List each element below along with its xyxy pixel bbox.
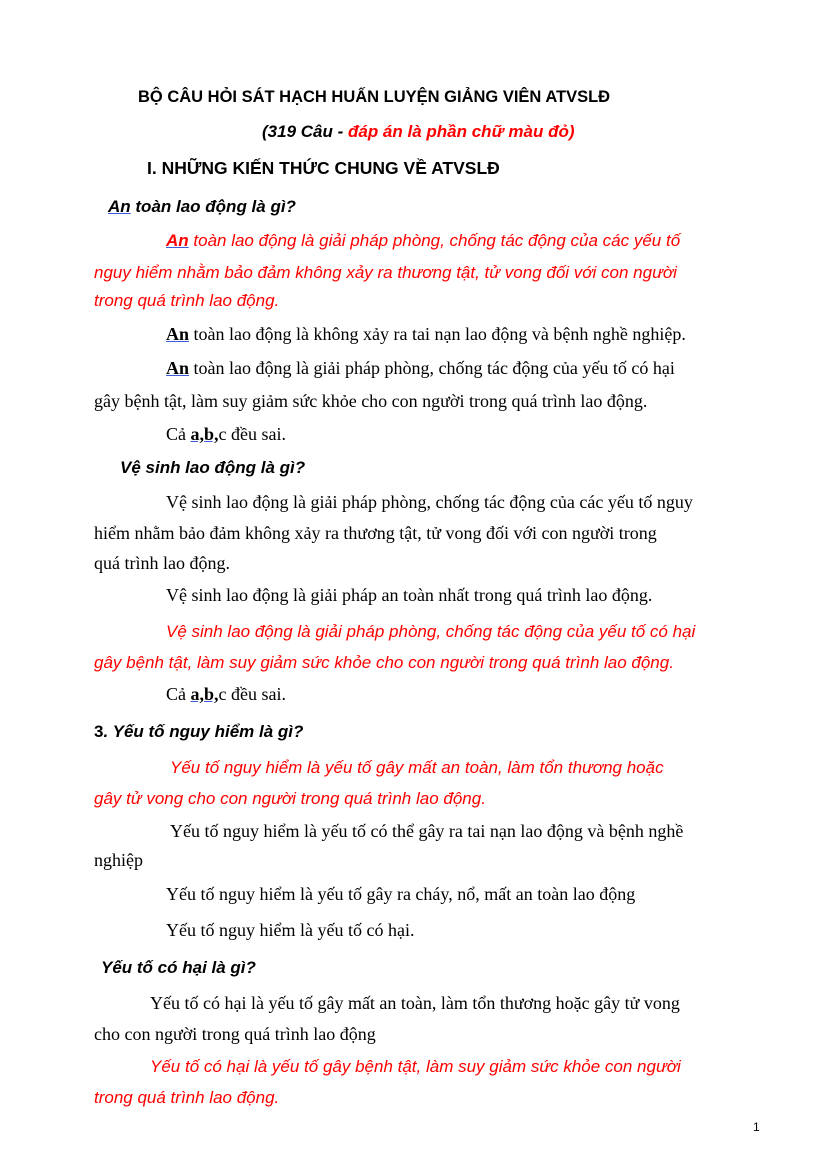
question-2: Vệ sinh lao động là gì? bbox=[120, 458, 306, 477]
q3-correct-answer-line1: Yếu tố nguy hiểm là yếu tố gây mất an toàn, làm tổn thương hoặc bbox=[170, 758, 664, 777]
q1-correct-answer-line2: nguy hiểm nhằm bảo đảm không xảy ra thương tật, tử vong đối với con người bbox=[94, 263, 677, 282]
q2-option-4-p2: a,b, bbox=[190, 684, 219, 704]
q2-option-1-line2: hiểm nhằm bảo đảm không xảy ra thương tật, tử vong đối với con người trong bbox=[94, 523, 657, 543]
q1-option-4-p1: Cả bbox=[166, 424, 191, 444]
q1-option-3-prefix: An bbox=[166, 358, 190, 378]
q1-option-4-p3: c đều sai. bbox=[218, 424, 286, 444]
question-4: Yếu tố có hại là gì? bbox=[101, 958, 256, 977]
q1-option-3-line2: gây bệnh tật, làm suy giảm sức khỏe cho con người trong quá trình lao động. bbox=[94, 391, 648, 411]
q2-option-2: Vệ sinh lao động là giải pháp an toàn nhất trong quá trình lao động. bbox=[166, 585, 653, 605]
q2-option-4-p1: Cả bbox=[166, 684, 191, 704]
q1-option-2 bbox=[166, 324, 686, 345]
q1-option-2-text: toàn lao động là không xảy ra tai nạn lao động và bệnh nghề nghiệp. bbox=[189, 324, 686, 344]
question-1-prefix: An bbox=[108, 197, 131, 216]
q4-option-1-line2: cho con người trong quá trình lao động bbox=[94, 1024, 376, 1044]
q2-option-4 bbox=[166, 684, 286, 705]
q4-correct-answer-line1: Yếu tố có hại là yếu tố gây bệnh tật, làm suy giảm sức khỏe con người bbox=[150, 1057, 681, 1076]
q3-option-3: Yếu tố nguy hiểm là yếu tố gây ra cháy, nổ, mất an toàn lao động bbox=[166, 884, 636, 904]
question-3-text: . Yếu tố nguy hiểm là gì? bbox=[103, 722, 304, 741]
q1-option-4 bbox=[166, 424, 286, 445]
q1-option-3-line1-text: toàn lao động là giải pháp phòng, chống tác động của yếu tố có hại bbox=[189, 358, 675, 378]
q2-option-1-line1: Vệ sinh lao động là giải pháp phòng, chống tác động của các yếu tố nguy bbox=[166, 492, 693, 512]
q2-option-4-p3: c đều sai. bbox=[218, 684, 286, 704]
q1-option-3-line1 bbox=[166, 358, 675, 379]
q1-option-2-prefix: An bbox=[166, 324, 190, 344]
document-subtitle bbox=[262, 122, 575, 142]
q1-correct-answer-line1 bbox=[166, 231, 680, 251]
q1-correct-line1-text: toàn lao động là giải pháp phòng, chống tác động của các yếu tố bbox=[188, 231, 681, 250]
q1-correct-prefix: An bbox=[166, 231, 189, 250]
document-title: BỘ CÂU HỎI SÁT HẠCH HUẤN LUYỆN GIẢNG VIÊN ATVSLĐ bbox=[138, 88, 611, 106]
question-1-text: toàn lao động là gì? bbox=[130, 197, 296, 216]
q3-option-2-line2: nghiệp bbox=[94, 850, 143, 870]
q2-correct-answer-line1: Vệ sinh lao động là giải pháp phòng, chống tác động của yếu tố có hại bbox=[166, 622, 696, 641]
q1-option-4-p2: a,b, bbox=[190, 424, 219, 444]
q4-correct-answer-line2: trong quá trình lao động. bbox=[94, 1088, 280, 1107]
section-heading: I. NHỮNG KIẾN THỨC CHUNG VỀ ATVSLĐ bbox=[147, 158, 500, 178]
subtitle-count: (319 Câu - bbox=[262, 122, 348, 141]
page-number: 1 bbox=[753, 1120, 760, 1134]
q3-option-2-line1: Yếu tố nguy hiểm là yếu tố có thể gây ra tai nạn lao động và bệnh nghề bbox=[170, 821, 684, 841]
q2-correct-answer-line2: gây bệnh tật, làm suy giảm sức khỏe cho con người trong quá trình lao động. bbox=[94, 653, 674, 672]
q2-option-1-line3: quá trình lao động. bbox=[94, 553, 230, 573]
q3-correct-answer-line2: gây tử vong cho con người trong quá trình lao động. bbox=[94, 789, 486, 808]
subtitle-note: đáp án là phần chữ màu đỏ) bbox=[347, 122, 575, 141]
q1-correct-answer-line3: trong quá trình lao động. bbox=[94, 291, 280, 310]
question-3-number: 3 bbox=[94, 722, 104, 741]
question-3 bbox=[94, 722, 303, 742]
question-1 bbox=[108, 197, 296, 217]
q4-option-1-line1: Yếu tố có hại là yếu tố gây mất an toàn, làm tổn thương hoặc gây tử vong bbox=[150, 993, 680, 1013]
q3-option-4: Yếu tố nguy hiểm là yếu tố có hại. bbox=[166, 920, 415, 940]
